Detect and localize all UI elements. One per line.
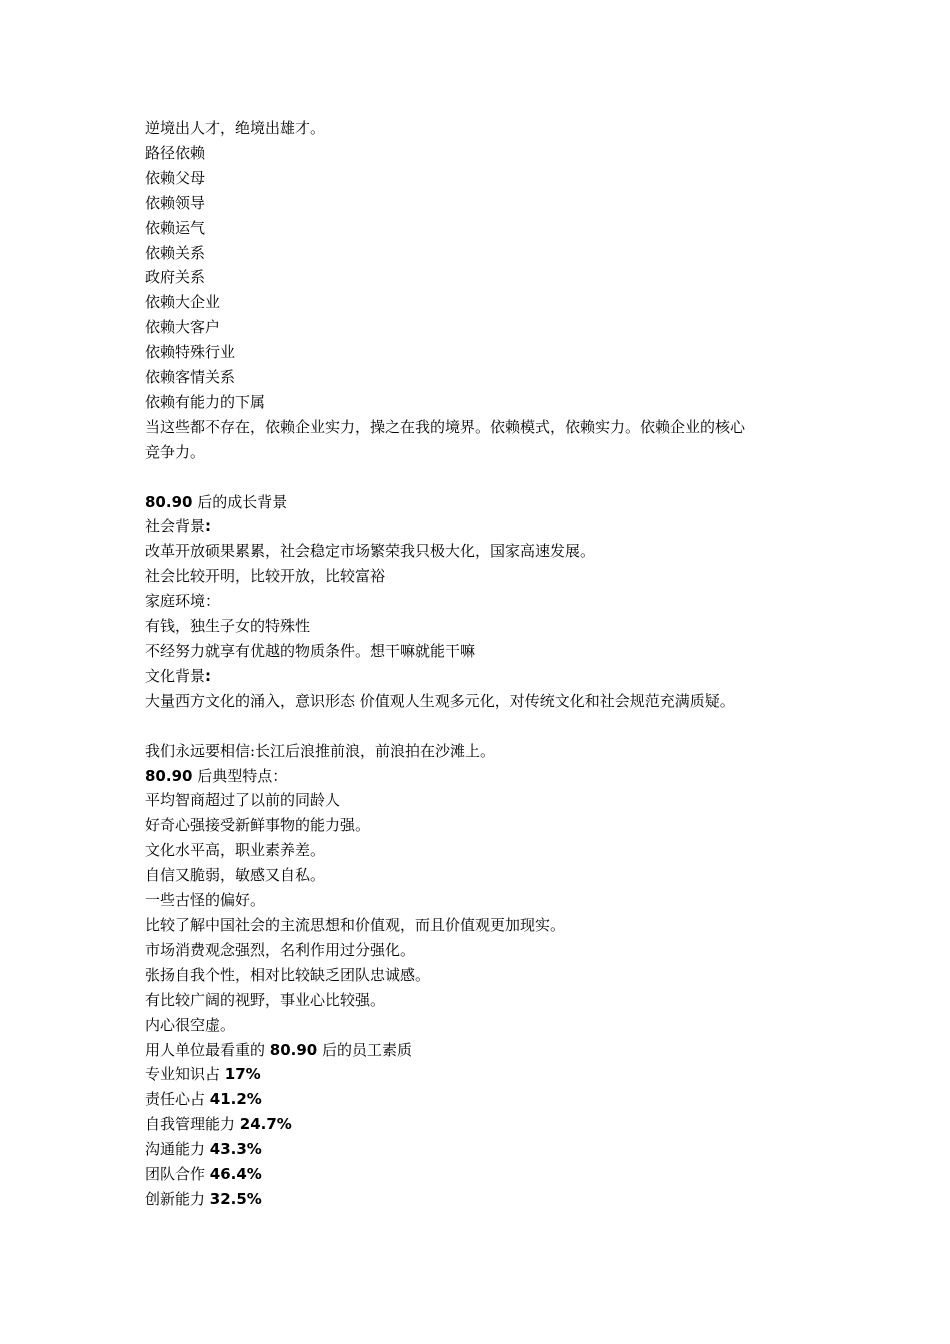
trait-item: 有比较广阔的视野，事业心比较强。 <box>145 990 386 1009</box>
employer-prefix: 用人单位最看重的 <box>145 1040 266 1059</box>
list-item: 依赖运气 <box>145 218 206 237</box>
paragraph-line: 社会比较开明，比较开放，比较富裕 <box>145 567 386 586</box>
paragraph-line: 有钱，独生子女的特殊性 <box>145 617 311 636</box>
section-heading <box>145 490 825 515</box>
heading-number: 80.90 <box>145 492 193 511</box>
stat-label: 沟通能力 <box>145 1140 206 1159</box>
stat-value: 17% <box>224 1065 261 1084</box>
stat-value: 41.2% <box>209 1090 262 1109</box>
stat-row <box>145 1162 825 1187</box>
employer-number: 80.90 <box>269 1040 318 1059</box>
trait-item: 文化水平高，职业素养差。 <box>145 841 326 860</box>
heading-number: 80.90 <box>145 766 193 785</box>
list-item: 路径依赖 <box>145 143 206 162</box>
trait-item: 内心很空虚。 <box>145 1015 236 1034</box>
stat-row <box>145 1187 825 1212</box>
colon: : <box>205 666 212 685</box>
trait-item: 比较了解中国社会的主流思想和价值观，而且价值观更加现实。 <box>145 915 566 934</box>
blank-line <box>145 714 825 739</box>
stat-row <box>145 1137 825 1162</box>
trait-item: 张扬自我个性，相对比较缺乏团队忠诚感。 <box>145 965 431 984</box>
stat-value: 32.5% <box>209 1189 262 1208</box>
stat-value: 46.4% <box>209 1165 262 1184</box>
stat-label: 专业知识占 <box>145 1065 221 1084</box>
stat-row <box>145 1087 825 1112</box>
employer-heading <box>145 1038 825 1063</box>
stat-row <box>145 1112 825 1137</box>
paragraph-line: 改革开放硕果累累，社会稳定市场繁荣我只极大化，国家高速发展。 <box>145 542 596 561</box>
list-item: 依赖有能力的下属 <box>145 392 266 411</box>
heading-text: 后的成长背景 <box>197 492 288 511</box>
stat-value: 24.7% <box>239 1115 292 1134</box>
blank-line <box>145 465 825 490</box>
trait-item: 一些古怪的偏好。 <box>145 891 266 910</box>
stat-row <box>145 1062 825 1087</box>
list-item: 政府关系 <box>145 268 206 287</box>
colon: : <box>205 517 212 536</box>
stat-label: 创新能力 <box>145 1189 206 1208</box>
section-heading <box>145 764 825 789</box>
list-item: 依赖客情关系 <box>145 368 236 387</box>
trait-item: 平均智商超过了以前的同龄人 <box>145 791 341 810</box>
list-item: 依赖领导 <box>145 193 206 212</box>
list-item: 依赖大客户 <box>145 318 221 337</box>
list-item: 依赖父母 <box>145 168 206 187</box>
paragraph-line: 大量西方文化的涌入，意识形态 价值观人生观多元化，对传统文化和社会规范充满质疑。 <box>145 691 735 710</box>
list-item: 依赖特殊行业 <box>145 343 236 362</box>
document-page <box>145 116 825 1212</box>
sub-heading: 家庭环境： <box>145 592 221 611</box>
list-item: 依赖关系 <box>145 243 206 262</box>
stat-label: 责任心占 <box>145 1090 206 1109</box>
stat-value: 43.3% <box>209 1140 262 1159</box>
paragraph-line: 当这些都不存在，依赖企业实力，操之在我的境界。依赖模式，依赖实力。依赖企业的核心 <box>145 417 746 436</box>
intro-line: 逆境出人才，绝境出雄才。 <box>145 119 326 137</box>
sub-heading <box>145 514 825 539</box>
trait-item: 好奇心强接受新鲜事物的能力强。 <box>145 816 371 835</box>
belief-line: 我们永远要相信:长江后浪推前浪，前浪拍在沙滩上。 <box>145 741 496 760</box>
employer-suffix: 后的员工素质 <box>322 1040 413 1059</box>
list-item: 依赖大企业 <box>145 293 221 312</box>
paragraph-line: 竞争力。 <box>145 442 206 461</box>
heading-text: 后典型特点： <box>197 766 288 785</box>
trait-item: 自信又脆弱，敏感又自私。 <box>145 866 326 885</box>
stat-label: 自我管理能力 <box>145 1115 236 1134</box>
paragraph-line: 不经努力就享有优越的物质条件。想干嘛就能干嘛 <box>145 642 476 661</box>
stat-label: 团队合作 <box>145 1165 206 1184</box>
sub-heading <box>145 664 825 689</box>
trait-item: 市场消费观念强烈，名利作用过分强化。 <box>145 940 416 959</box>
sub-heading-text: 社会背景 <box>145 517 206 536</box>
sub-heading-text: 文化背景 <box>145 666 206 685</box>
